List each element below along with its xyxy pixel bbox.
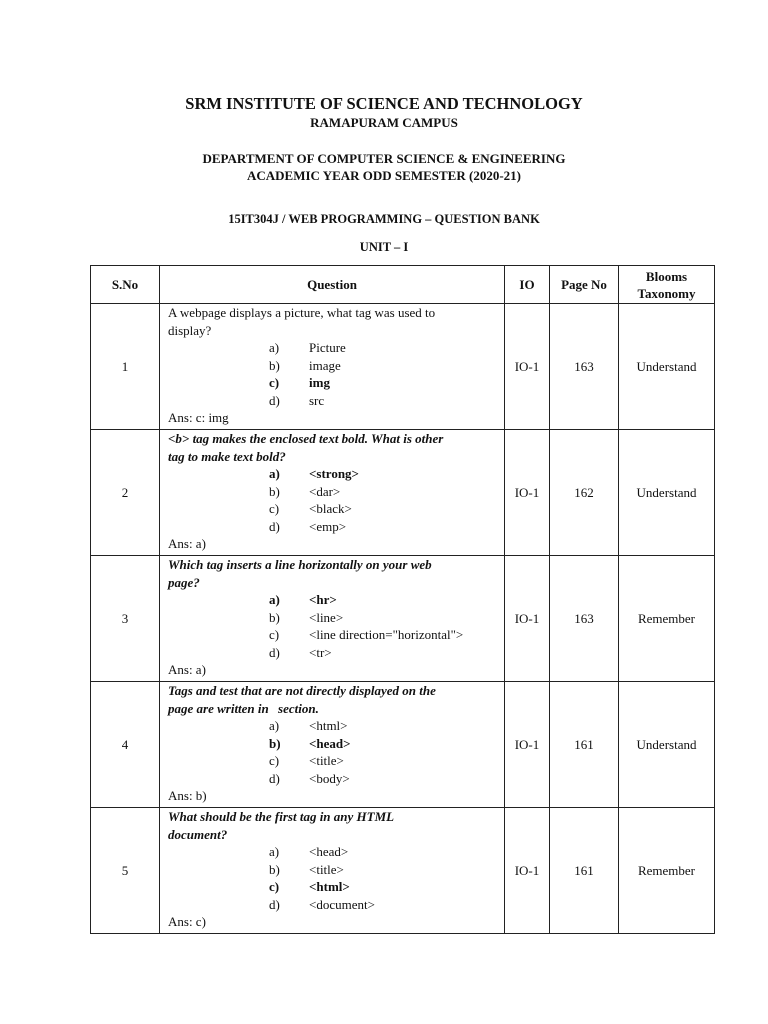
option-b <box>168 861 500 879</box>
option-text: <dar> <box>309 483 341 499</box>
row-blooms: Understand <box>619 430 715 556</box>
option-text: <black> <box>309 501 352 516</box>
table-row <box>91 556 715 682</box>
table-row <box>91 682 715 808</box>
option-b <box>168 609 500 627</box>
header-question: Question <box>160 266 505 304</box>
question-stem-line: tag to make text bold? <box>168 448 286 464</box>
option-label: b) <box>269 735 281 751</box>
row-question <box>160 430 505 556</box>
row-sno: 3 <box>91 556 160 682</box>
option-label: a) <box>269 340 280 355</box>
option-label: a) <box>269 718 280 733</box>
option-text: Picture <box>309 340 346 355</box>
option-text: image <box>309 357 341 373</box>
answer-text: Ans: c) <box>168 914 206 929</box>
option-c <box>168 626 500 644</box>
row-question <box>160 808 505 934</box>
option-d <box>168 518 500 536</box>
option-label: c) <box>269 501 280 516</box>
row-page-no: 163 <box>550 304 619 430</box>
option-text: img <box>309 375 330 390</box>
option-label: d) <box>269 644 280 660</box>
course-title: 15IT304J / WEB PROGRAMMING – QUESTION BANK <box>228 212 540 226</box>
header-sno: S.No <box>91 266 160 304</box>
option-a <box>168 717 500 735</box>
header-blooms <box>619 266 715 304</box>
option-text: src <box>309 392 325 408</box>
option-c <box>168 752 500 770</box>
answer-text: Ans: a) <box>168 536 206 551</box>
row-question <box>160 682 505 808</box>
option-label: c) <box>269 375 280 390</box>
answer-text: Ans: a) <box>168 662 206 677</box>
option-label: c) <box>269 627 280 642</box>
header-blooms-line2: Taxonomy <box>637 285 696 301</box>
option-label: a) <box>269 844 280 859</box>
option-label: b) <box>269 483 280 499</box>
question-stem-line: document? <box>168 826 228 842</box>
row-question <box>160 304 505 430</box>
question-stem-part: section. <box>278 700 319 716</box>
table-row <box>91 430 715 556</box>
option-text: <html> <box>309 718 348 733</box>
table-row <box>91 808 715 934</box>
option-d <box>168 896 500 914</box>
department-title: DEPARTMENT OF COMPUTER SCIENCE & ENGINEERING <box>202 151 566 166</box>
answer-text: Ans: b) <box>168 788 207 803</box>
option-label: d) <box>269 770 280 786</box>
row-page-no: 163 <box>550 556 619 682</box>
row-blooms: Understand <box>619 304 715 430</box>
unit-title: UNIT – I <box>359 240 409 254</box>
row-io: IO-1 <box>505 430 550 556</box>
row-question <box>160 556 505 682</box>
option-a <box>168 465 500 483</box>
row-page-no: 161 <box>550 808 619 934</box>
option-text: <head> <box>309 735 351 751</box>
answer-text: Ans: c: img <box>168 410 229 425</box>
question-stem-line: What should be the first tag in any HTML <box>168 809 395 824</box>
row-blooms: Understand <box>619 682 715 808</box>
row-io: IO-1 <box>505 808 550 934</box>
option-text: <emp> <box>309 518 347 534</box>
header-blooms-line1: Blooms <box>645 268 688 284</box>
table-row <box>91 304 715 430</box>
header-page-no: Page No <box>550 266 619 304</box>
academic-year: ACADEMIC YEAR ODD SEMESTER (2020-21) <box>247 168 521 183</box>
option-a <box>168 591 500 609</box>
option-label: b) <box>269 861 280 877</box>
question-stem-line: <b> tag makes the enclosed text bold. What is other <box>168 431 444 446</box>
option-b <box>168 483 500 501</box>
option-text: <line direction="horizontal"> <box>309 627 464 642</box>
header-io: IO <box>505 266 550 304</box>
question-stem-line: page? <box>168 574 200 590</box>
question-stem-line: Which tag inserts a line horizontally on your web <box>168 557 432 572</box>
option-label: b) <box>269 357 280 373</box>
option-a <box>168 843 500 861</box>
option-c <box>168 374 500 392</box>
option-a <box>168 339 500 357</box>
option-text: <tr> <box>309 644 332 660</box>
question-stem-part: page are written in <box>168 700 269 716</box>
option-c <box>168 500 500 518</box>
question-stem-line: A webpage displays a picture, what tag was used to <box>168 305 436 320</box>
option-label: c) <box>269 753 280 768</box>
option-label: a) <box>269 592 280 607</box>
option-d <box>168 770 500 788</box>
question-bank-table <box>90 265 715 934</box>
option-text: <head> <box>309 844 349 859</box>
option-text: <title> <box>309 753 344 768</box>
option-text: <body> <box>309 770 350 786</box>
row-sno: 2 <box>91 430 160 556</box>
row-io: IO-1 <box>505 682 550 808</box>
option-c <box>168 878 500 896</box>
option-text: <html> <box>309 879 350 894</box>
table-header-row <box>91 266 715 304</box>
row-sno: 5 <box>91 808 160 934</box>
option-label: d) <box>269 518 280 534</box>
option-label: d) <box>269 896 280 912</box>
campus-title: RAMAPURAM CAMPUS <box>310 115 458 130</box>
row-blooms: Remember <box>619 808 715 934</box>
row-sno: 4 <box>91 682 160 808</box>
row-blooms: Remember <box>619 556 715 682</box>
option-label: a) <box>269 466 280 481</box>
institute-title: SRM INSTITUTE OF SCIENCE AND TECHNOLOGY <box>185 94 583 113</box>
option-text: <strong> <box>309 466 359 481</box>
option-text: <title> <box>309 861 344 877</box>
row-page-no: 162 <box>550 430 619 556</box>
option-text: <hr> <box>309 592 337 607</box>
option-d <box>168 644 500 662</box>
question-stem-line <box>168 700 500 718</box>
row-page-no: 161 <box>550 682 619 808</box>
option-label: c) <box>269 879 280 894</box>
option-b <box>168 735 500 753</box>
option-text: <document> <box>309 896 375 912</box>
question-stem-line: display? <box>168 322 212 338</box>
row-io: IO-1 <box>505 304 550 430</box>
option-d <box>168 392 500 410</box>
option-label: b) <box>269 609 280 625</box>
option-text: <line> <box>309 609 344 625</box>
row-sno: 1 <box>91 304 160 430</box>
row-io: IO-1 <box>505 556 550 682</box>
option-label: d) <box>269 392 280 408</box>
option-b <box>168 357 500 375</box>
question-stem-line: Tags and test that are not directly displayed on the <box>168 683 436 698</box>
